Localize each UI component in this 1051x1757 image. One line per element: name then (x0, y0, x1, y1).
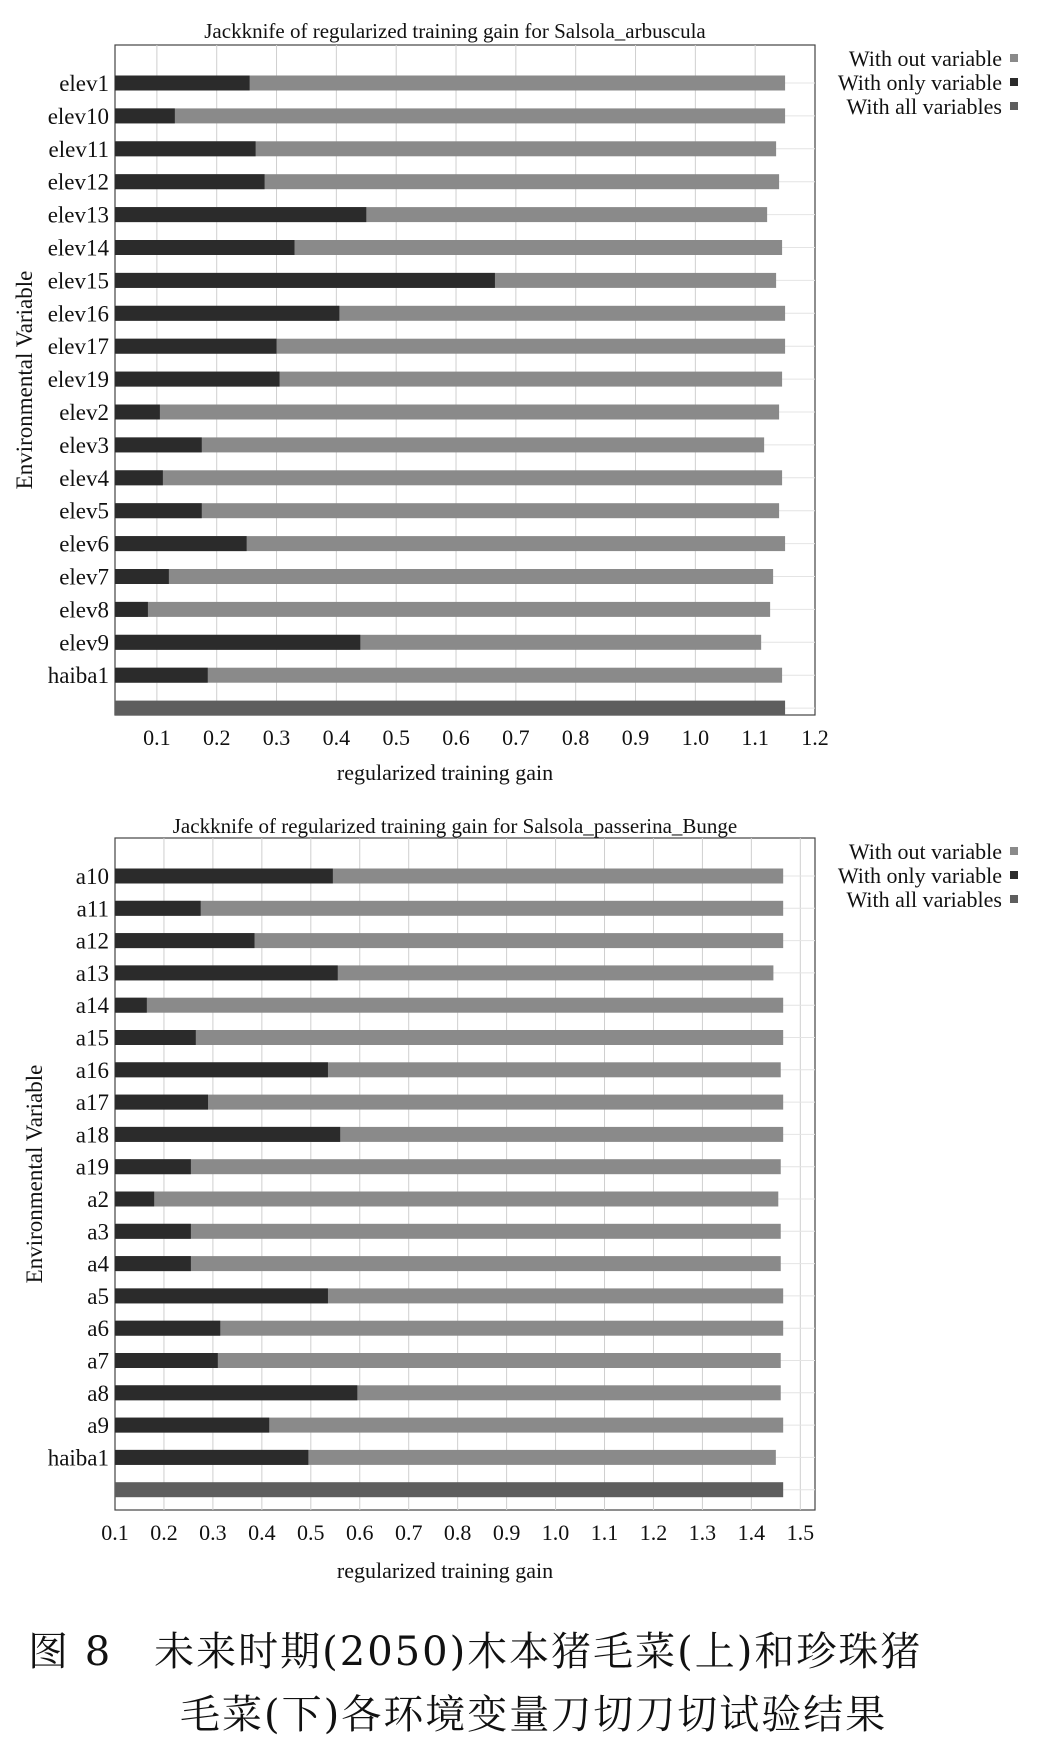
x-tick-label: 1.5 (786, 1520, 815, 1545)
legend-swatch (1010, 847, 1018, 855)
x-tick-label: 0.8 (561, 725, 590, 750)
figure-caption-line2: 毛菜(下)各环境变量刀切刀切试验结果 (180, 1692, 888, 1738)
category-label: a19 (75, 1154, 109, 1180)
bar-only-variable (115, 437, 202, 452)
bar-all-variables (115, 701, 785, 716)
bar-only-variable (115, 965, 338, 980)
category-label: a18 (75, 1122, 109, 1148)
category-label: elev7 (59, 564, 109, 590)
category-label: elev10 (47, 103, 109, 129)
category-label: a6 (87, 1316, 109, 1342)
bar-without-variable (115, 1224, 781, 1239)
bar-only-variable (115, 273, 495, 288)
bar-only-variable (115, 1418, 269, 1433)
x-tick-label: 0.4 (248, 1520, 276, 1545)
x-tick-label: 0.5 (297, 1520, 325, 1545)
category-label: a2 (87, 1187, 109, 1212)
bar-without-variable (115, 1159, 781, 1174)
x-axis-label: regularized training gain (336, 1558, 554, 1583)
legend-swatch (1010, 895, 1018, 903)
bar-only-variable (115, 1224, 191, 1239)
bar-only-variable (115, 339, 277, 354)
bar-only-variable (115, 933, 255, 948)
x-tick-label: 0.3 (199, 1520, 227, 1545)
bar-only-variable (115, 240, 294, 255)
category-label: a16 (75, 1057, 109, 1083)
category-label: elev16 (47, 301, 109, 327)
category-label: a10 (75, 864, 109, 889)
category-label: a12 (75, 928, 109, 954)
legend-swatch (1010, 102, 1018, 110)
y-axis-label: Environmental Variable (12, 270, 37, 490)
bar-only-variable (115, 1288, 328, 1303)
category-label: a17 (75, 1090, 109, 1116)
x-tick-label: 1.1 (590, 1520, 619, 1545)
category-label: a3 (87, 1219, 109, 1245)
x-tick-label: 1.3 (688, 1520, 717, 1545)
bar-without-variable (115, 470, 782, 485)
x-tick-label: 0.4 (322, 725, 351, 750)
x-tick-label: 0.1 (101, 1520, 129, 1545)
category-label: elev3 (59, 432, 109, 458)
category-label: a11 (76, 896, 109, 922)
x-tick-label: 1.2 (639, 1520, 668, 1545)
bar-only-variable (115, 141, 256, 156)
bar-without-variable (115, 1095, 783, 1110)
bar-without-variable (115, 901, 783, 916)
bar-only-variable (115, 405, 160, 420)
bar-only-variable (115, 1321, 220, 1336)
bar-only-variable (115, 1127, 340, 1142)
figure-caption-line1: 图 8 未来时期(2050)木本猪毛菜(上)和珍珠猪 (28, 1629, 923, 1675)
bar-only-variable (115, 503, 202, 518)
bar-only-variable (115, 1385, 357, 1400)
category-label: a13 (75, 960, 109, 986)
bar-only-variable (115, 901, 201, 916)
bar-only-variable (115, 1450, 308, 1465)
x-tick-label: 0.3 (262, 725, 291, 750)
bar-all-variables (115, 1482, 783, 1497)
chart-title: Jackknife of regularized training gain for Salsola_arbuscula (204, 19, 706, 43)
x-tick-label: 0.2 (202, 725, 231, 750)
category-label: a7 (87, 1348, 109, 1374)
category-label: haiba1 (47, 663, 109, 689)
bar-only-variable (115, 536, 247, 551)
bar-without-variable (115, 1192, 778, 1207)
bar-without-variable (115, 437, 764, 452)
category-label: a14 (75, 993, 109, 1019)
bar-only-variable (115, 998, 147, 1013)
legend-swatch (1010, 78, 1018, 86)
bar-only-variable (115, 1062, 328, 1077)
bar-only-variable (115, 108, 175, 123)
category-label: elev1 (59, 71, 109, 96)
bar-without-variable (115, 1256, 781, 1271)
bar-only-variable (115, 174, 265, 189)
bar-only-variable (115, 470, 163, 485)
legend-label: With out variable (848, 46, 1002, 71)
category-label: elev8 (59, 597, 109, 623)
legend-label: With all variables (846, 94, 1002, 119)
legend-swatch (1010, 54, 1018, 62)
jackknife-chart-top (12, 19, 1018, 785)
legend-swatch (1010, 871, 1018, 879)
x-tick-label: 1.0 (681, 725, 710, 750)
category-label: a4 (87, 1251, 109, 1277)
bar-only-variable (115, 635, 360, 650)
category-label: a8 (87, 1380, 109, 1406)
x-tick-label: 0.5 (382, 725, 410, 750)
category-label: elev15 (47, 268, 109, 294)
category-label: elev14 (47, 235, 109, 261)
category-label: elev9 (59, 630, 109, 656)
bar-without-variable (115, 998, 783, 1013)
x-tick-label: 0.9 (492, 1520, 521, 1545)
bar-only-variable (115, 869, 333, 884)
bar-without-variable (115, 405, 779, 420)
category-label: elev17 (47, 334, 109, 360)
category-label: elev13 (47, 202, 109, 228)
x-tick-label: 0.7 (394, 1520, 423, 1545)
x-tick-label: 0.2 (150, 1520, 178, 1545)
category-label: elev2 (59, 400, 109, 425)
x-tick-label: 0.6 (346, 1520, 374, 1545)
bar-only-variable (115, 1192, 154, 1207)
bar-without-variable (115, 108, 785, 123)
bar-only-variable (115, 602, 148, 617)
x-axis-label: regularized training gain (336, 760, 554, 785)
bar-without-variable (115, 569, 773, 584)
bar-without-variable (115, 503, 779, 518)
bar-without-variable (115, 1030, 783, 1045)
category-label: elev5 (59, 498, 109, 524)
x-tick-label: 0.8 (443, 1520, 472, 1545)
bar-only-variable (115, 1159, 191, 1174)
legend-label: With out variable (848, 839, 1002, 864)
x-tick-label: 1.0 (541, 1520, 570, 1545)
bar-only-variable (115, 668, 208, 683)
legend-label: With all variables (846, 887, 1002, 912)
category-label: elev4 (59, 465, 109, 491)
bar-only-variable (115, 569, 169, 584)
category-label: haiba1 (47, 1445, 109, 1471)
bar-only-variable (115, 207, 366, 222)
bar-only-variable (115, 76, 250, 91)
bar-only-variable (115, 306, 339, 321)
legend-label: With only variable (837, 863, 1002, 888)
x-tick-label: 0.9 (621, 725, 650, 750)
bar-without-variable (115, 668, 782, 683)
x-tick-label: 0.1 (143, 725, 171, 750)
category-label: elev11 (48, 136, 109, 162)
jackknife-chart-bottom (22, 814, 1018, 1583)
category-label: elev6 (59, 531, 109, 557)
category-label: a5 (87, 1283, 109, 1309)
x-tick-label: 1.1 (741, 725, 769, 750)
legend-label: With only variable (837, 70, 1002, 95)
bar-only-variable (115, 372, 280, 387)
bar-only-variable (115, 1353, 218, 1368)
bar-without-variable (115, 602, 770, 617)
chart-title: Jackknife of regularized training gain for Salsola_passerina_Bunge (172, 814, 738, 838)
bar-only-variable (115, 1030, 196, 1045)
x-tick-label: 1.4 (737, 1520, 766, 1545)
bar-only-variable (115, 1095, 208, 1110)
bar-only-variable (115, 1256, 191, 1271)
category-label: elev19 (47, 367, 109, 393)
category-label: elev12 (47, 169, 109, 195)
category-label: a15 (75, 1025, 109, 1051)
y-axis-label: Environmental Variable (22, 1064, 47, 1284)
x-tick-label: 0.7 (502, 725, 530, 750)
x-tick-label: 0.6 (442, 725, 470, 750)
category-label: a9 (87, 1413, 109, 1439)
x-tick-label: 1.2 (801, 725, 829, 750)
